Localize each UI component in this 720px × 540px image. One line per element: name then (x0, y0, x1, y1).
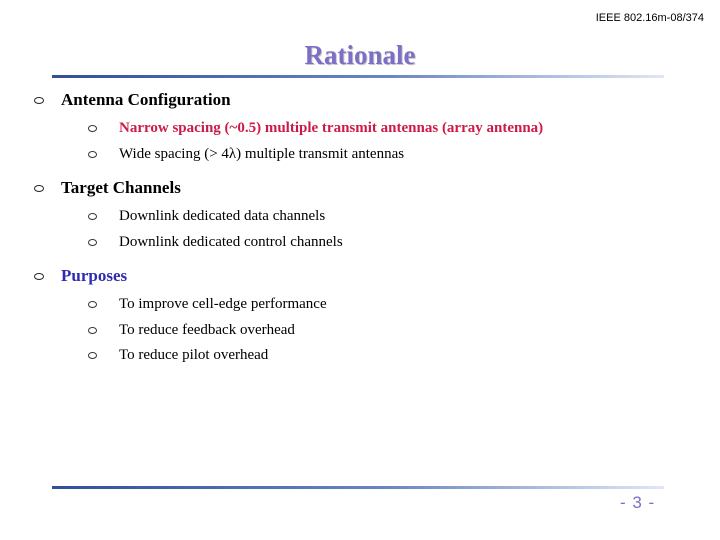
circle-bullet-icon (34, 185, 44, 192)
circle-bullet-icon (34, 97, 44, 104)
slide-title: Rationale (304, 40, 416, 70)
list-item-text: Downlink dedicated data channels (119, 208, 326, 225)
list-item-text: Wide spacing (> 4λ) multiple transmit antennas (119, 145, 405, 162)
section-purposes (34, 265, 694, 369)
list-item (88, 343, 694, 369)
circle-bullet-icon (88, 213, 97, 220)
page-number: - 3 - (620, 493, 656, 512)
circle-bullet-icon (88, 151, 97, 158)
title-divider (52, 75, 664, 78)
section-antenna-configuration (34, 89, 694, 167)
list-item (88, 116, 694, 142)
section-heading: Target Channels (61, 178, 181, 197)
section-target-channels (34, 177, 694, 255)
list-item (88, 318, 694, 344)
circle-bullet-icon (88, 301, 97, 308)
list-item (88, 204, 694, 230)
circle-bullet-icon (88, 352, 97, 359)
list-item-text: To reduce pilot overhead (119, 347, 269, 364)
document-id: IEEE 802.16m-08/374 (595, 12, 704, 24)
list-item (88, 292, 694, 318)
slide-content (34, 89, 694, 379)
circle-bullet-icon (34, 273, 44, 280)
list-item-text: Narrow spacing (~0.5) multiple transmit antennas (array antenna) (119, 120, 544, 137)
list-item (88, 230, 694, 256)
circle-bullet-icon (88, 327, 97, 334)
list-item-text: To reduce feedback overhead (119, 321, 295, 338)
section-heading: Antenna Configuration (61, 90, 231, 109)
section-heading: Purposes (61, 266, 128, 285)
list-item (88, 142, 694, 168)
list-item-text: Downlink dedicated control channels (119, 233, 343, 250)
footer-divider (52, 486, 664, 489)
list-item-text: To improve cell-edge performance (119, 296, 327, 313)
circle-bullet-icon (88, 125, 97, 132)
circle-bullet-icon (88, 239, 97, 246)
